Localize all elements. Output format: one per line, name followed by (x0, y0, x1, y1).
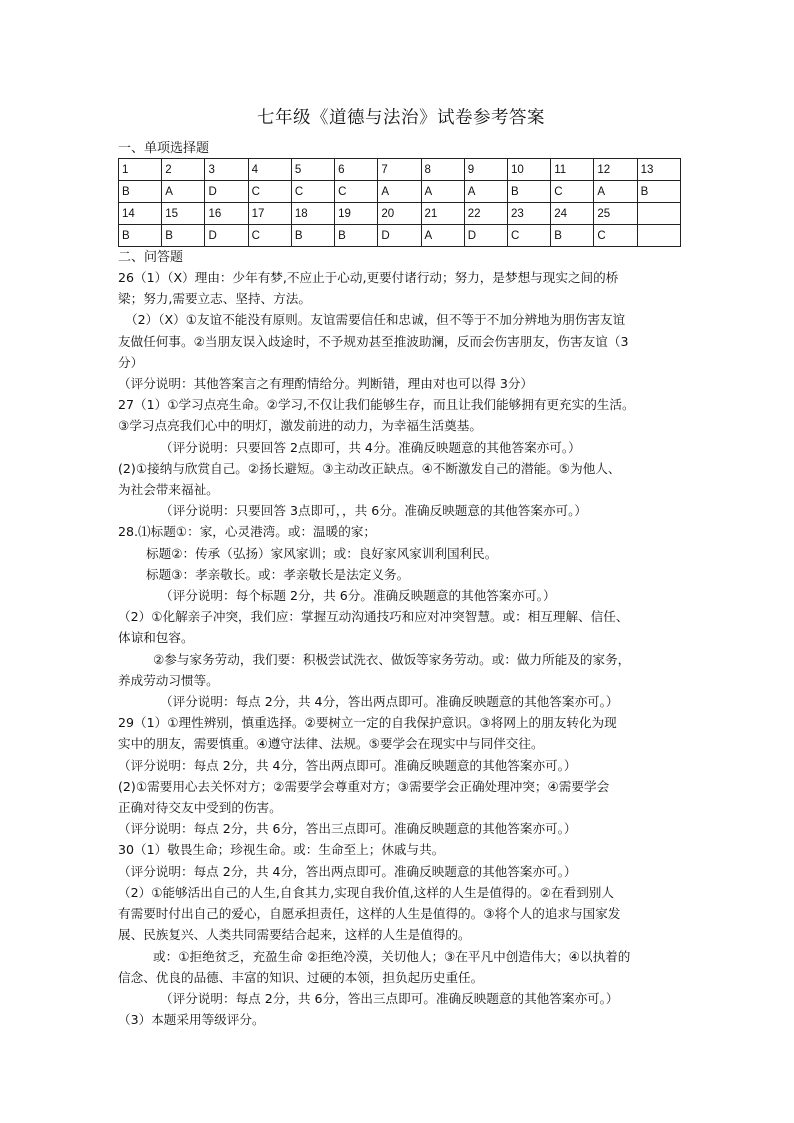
answer-line: 标题③：孝亲敬长。或：孝亲敬长是法定义务。 (146, 566, 410, 582)
answer-line: （评分说明：每点 2分，共 4分，答出两点即可。准确反映题意的其他答案亦可。） (118, 863, 577, 879)
answer-line: (2)①接纳与欣赏自己。②扬长避短。③主动改正缺点。④不断激发自己的潜能。⑤为他人、 (118, 460, 621, 476)
table-cell: A (421, 225, 464, 247)
table-cell: 25 (594, 203, 637, 225)
table-cell: 22 (464, 203, 507, 225)
table-cell (637, 203, 680, 225)
table-cell: 16 (205, 203, 248, 225)
table-cell: 2 (162, 159, 205, 181)
table-cell: A (421, 181, 464, 203)
answer-line: （评分说明：每点 2分，共 6分，答出三点即可。准确反映题意的其他答案亦可。） (160, 990, 619, 1006)
table-cell: 8 (421, 159, 464, 181)
table-row (119, 203, 681, 225)
table-cell: 24 (551, 203, 594, 225)
answer-line: 27（1）①学习点亮生命。②学习,不仅让我们能够生存，而且让我们能够拥有更充实的生活。 (118, 397, 635, 413)
answer-line: 26（1）（X）理由：少年有梦,不应止于心动,更要付诸行动；努力，是梦想与现实之间的桥 (118, 270, 619, 285)
table-cell: D (205, 225, 248, 247)
answer-body (118, 267, 684, 1030)
table-cell: A (162, 181, 205, 203)
answer-line: （2）（X）①友谊不能没有原则。友谊需要信任和忠诚，但不等于不加分辨地为朋伤害友谊 (125, 312, 626, 328)
answer-line: （2）①化解亲子冲突，我们应：掌握互动沟通技巧和应对冲突智慧。或：相互理解、信任、 (118, 609, 629, 625)
table-cell: B (637, 181, 680, 203)
table-cell: B (335, 225, 378, 247)
table-cell: B (507, 181, 550, 203)
table-cell: A (464, 181, 507, 203)
table-cell: C (248, 225, 291, 247)
table-cell: 6 (335, 159, 378, 181)
table-cell: 1 (119, 159, 162, 181)
table-cell: 14 (119, 203, 162, 225)
table-cell: 9 (464, 159, 507, 181)
table-cell: B (551, 225, 594, 247)
table-cell: A (378, 181, 421, 203)
table-cell: D (205, 181, 248, 203)
answer-line: （评分说明：每点 2分，共 4分，答出两点即可。准确反映题意的其他答案亦可。） (160, 694, 619, 710)
table-cell: 13 (637, 159, 680, 181)
table-cell: 4 (248, 159, 291, 181)
answer-line: ③学习点亮我们心中的明灯，激发前进的动力，为幸福生活奠基。 (118, 418, 482, 434)
table-cell: C (335, 181, 378, 203)
answer-document (118, 104, 684, 1030)
answer-line: 体谅和包容。 (118, 630, 194, 646)
table-cell: B (119, 225, 162, 247)
table-cell: 15 (162, 203, 205, 225)
table-cell: 19 (335, 203, 378, 225)
answer-line: （评分说明：其他答案言之有理酌情给分。判断错，理由对也可以得 3分） (118, 376, 534, 392)
table-cell: 7 (378, 159, 421, 181)
table-cell: D (378, 225, 421, 247)
answer-line: ②参与家务劳动，我们要：积极尝试洗衣、做饭等家务劳动。或：做力所能及的家务， (153, 651, 631, 667)
answer-line: 30（1）敬畏生命；珍视生命。或：生命至上；休戚与共。 (118, 842, 445, 858)
table-row (119, 225, 681, 247)
answer-line: 29（1）①理性辨别，慎重选择。②要树立一定的自我保护意识。③将网上的朋友转化为现 (118, 715, 617, 731)
table-cell: 12 (594, 159, 637, 181)
table-cell: 10 (507, 159, 550, 181)
answer-line: 梁；努力,需要立志、坚持、方法。 (118, 291, 311, 307)
table-row (119, 159, 681, 181)
answer-line: （3）本题采用等级评分。 (118, 1012, 265, 1028)
table-cell: 18 (291, 203, 334, 225)
answer-line: 展、民族复兴、人类共同需要结合起来，这样的人生是值得的。 (118, 927, 471, 943)
answer-line: 28.⑴标题①：家，心灵港湾。或：温暖的家； (118, 524, 377, 540)
answer-table (118, 158, 681, 247)
answer-line: 标题②：传承（弘扬）家风家训；或：良好家风家训利国利民。 (146, 545, 498, 561)
answer-line: 分） (118, 354, 144, 370)
table-cell: 17 (248, 203, 291, 225)
table-cell: 23 (507, 203, 550, 225)
table-cell: 3 (205, 159, 248, 181)
table-cell: C (291, 181, 334, 203)
table-cell: 11 (551, 159, 594, 181)
table-cell: B (119, 181, 162, 203)
answer-line: （评分说明：每个标题 2分，共 6分。准确反映题意的其他答案亦可。） (160, 588, 556, 604)
answer-line: （评分说明：每点 2分，共 6分，答出三点即可。准确反映题意的其他答案亦可。） (118, 821, 577, 837)
table-row (119, 181, 681, 203)
answer-line: （2）①能够活出自己的人生,自食其力,实现自我价值,这样的人生是值得的。②在看到别人 (118, 884, 614, 900)
table-cell: A (594, 181, 637, 203)
answer-line: （评分说明：只要回答 3点即可，，共 6分。准确反映题意的其他答案亦可。） (160, 503, 588, 519)
table-cell: 5 (291, 159, 334, 181)
answer-line: 友做任何事。②当朋友误入歧途时，不予规劝甚至推波助澜，反而会伤害朋友，伤害友谊（3 (118, 333, 629, 349)
table-cell: 20 (378, 203, 421, 225)
answer-line: 正确对待交友中受到的伤害。 (118, 800, 282, 816)
answer-line: （评分说明：只要回答 2点即可，共 4分。准确反映题意的其他答案亦可。） (160, 439, 581, 455)
table-cell: B (162, 225, 205, 247)
table-cell: 21 (421, 203, 464, 225)
table-cell: D (464, 225, 507, 247)
section-heading-qa: 二、问答题 (118, 250, 184, 265)
table-cell: C (551, 181, 594, 203)
answer-line: 有需要时付出自己的爱心，自愿承担责任，这样的人生是值得的。③将个人的追求与国家发 (118, 906, 621, 922)
answer-line: 实中的朋友，需要慎重。④遵守法律、法规。⑤要学会在现实中与同伴交往。 (118, 736, 544, 752)
table-cell: B (291, 225, 334, 247)
answer-line: 养成劳动习惯等。 (118, 672, 219, 688)
table-cell: C (248, 181, 291, 203)
table-cell: C (594, 225, 637, 247)
answer-line: （评分说明：每点 2分，共 4分，答出两点即可。准确反映题意的其他答案亦可。） (118, 757, 577, 773)
answer-line: 信念、优良的品德、丰富的知识、过硬的本领，担负起历史重任。 (118, 969, 484, 985)
table-cell: C (507, 225, 550, 247)
answer-line: 或：①拒绝贫乏，充盈生命 ②拒绝冷漠，关切他人；③在平凡中创造伟大；④以执着的 (153, 948, 631, 964)
section-heading-choice: 一、单项选择题 (118, 141, 210, 156)
table-cell (637, 225, 680, 247)
document-title: 七年级《道德与法治》试卷参考答案 (257, 108, 545, 128)
answer-line: (2)①需要用心去关怀对方；②需要学会尊重对方；③需要学会正确处理冲突；④需要学会 (118, 778, 610, 794)
answer-line: 为社会带来福祉。 (118, 482, 219, 498)
